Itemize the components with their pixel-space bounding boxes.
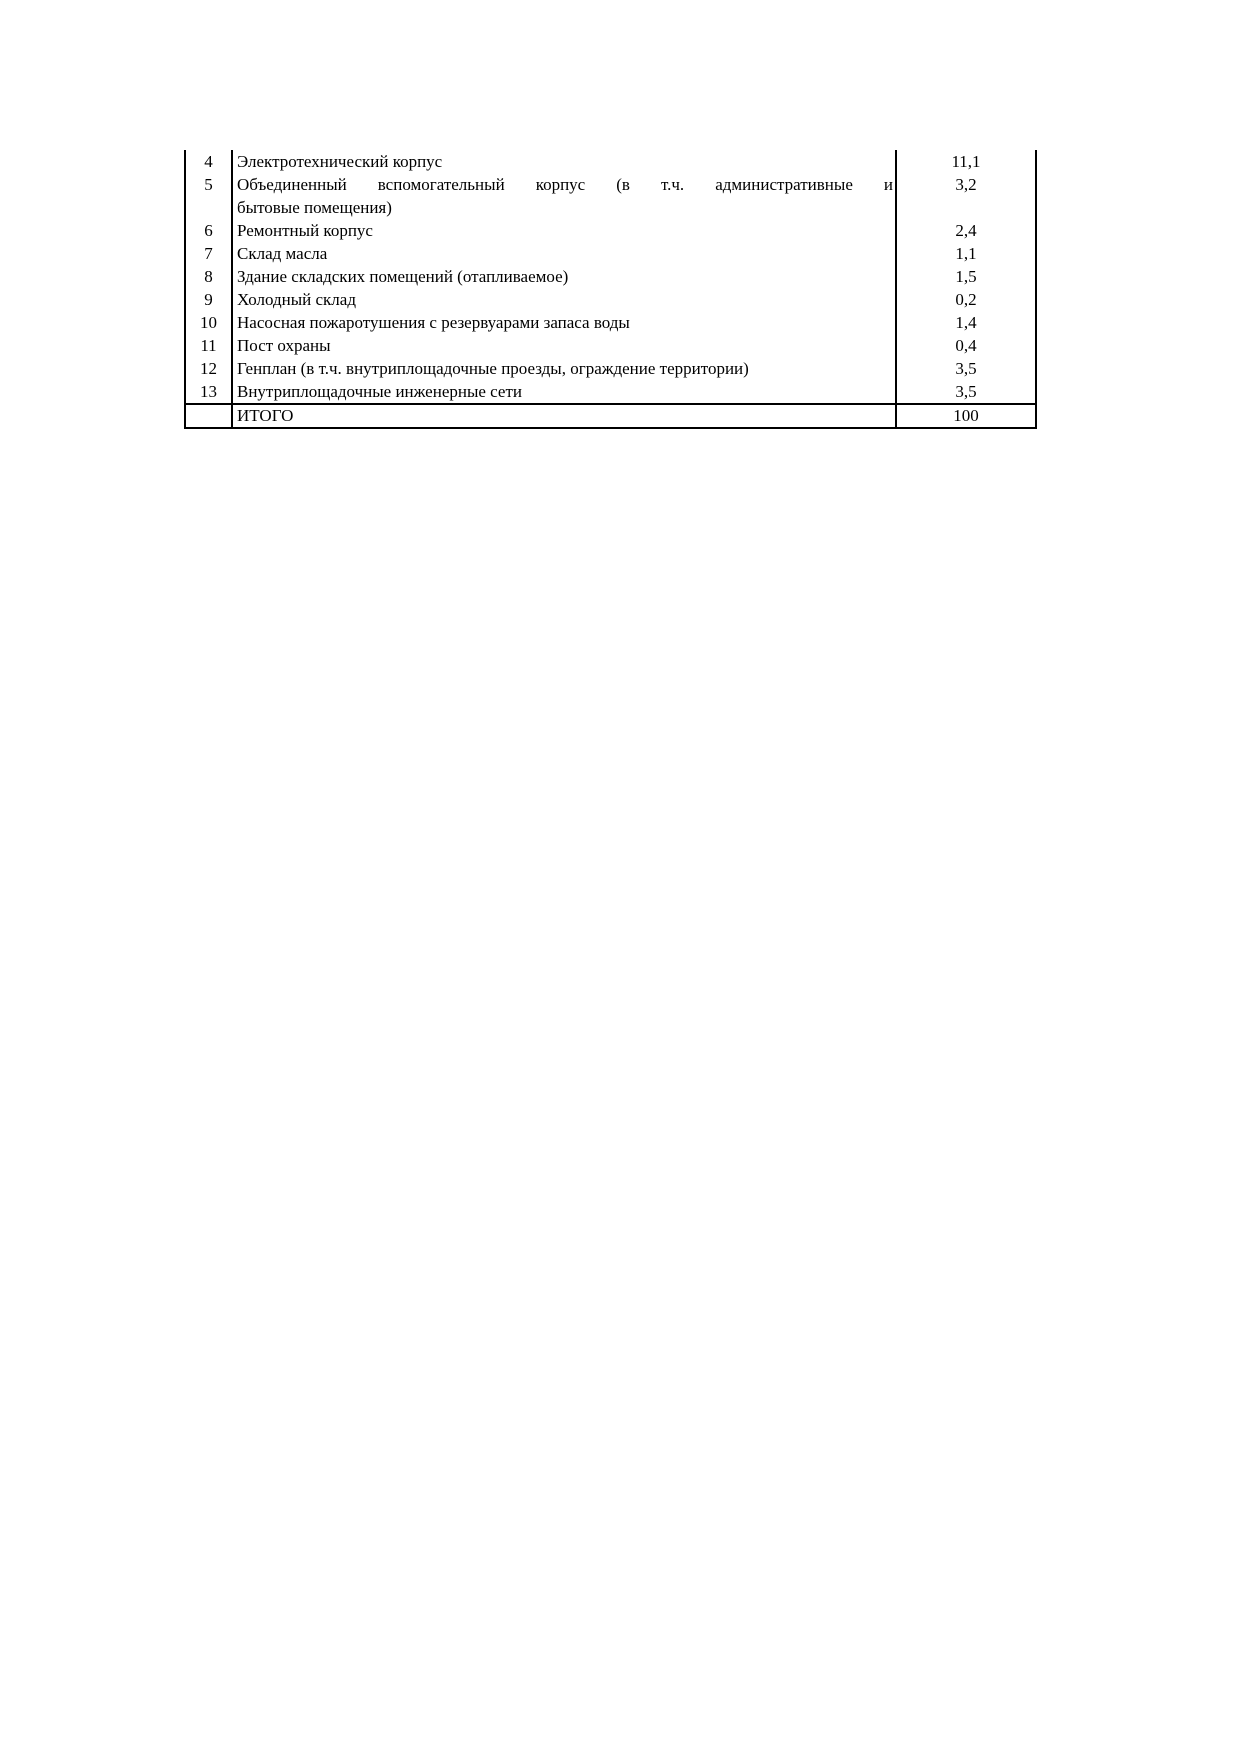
row-value-cell: 11,1 xyxy=(951,152,981,171)
row-number-cell: 10 xyxy=(200,313,217,332)
row-name-cell: Здание складских помещений (отапливаемое) xyxy=(231,265,897,288)
row-value-cell: 0,2 xyxy=(955,290,977,309)
row-value-cell: 3,5 xyxy=(955,359,977,378)
row-value-cell: 1,5 xyxy=(955,267,977,286)
row-number-cell: 12 xyxy=(200,359,217,378)
table-row xyxy=(186,311,1035,334)
row-name-cell: Внутриплощадочные инженерные сети xyxy=(231,380,897,403)
table-row xyxy=(186,334,1035,357)
row-name-line-2: бытовые помещения) xyxy=(237,198,392,217)
total-number-cell xyxy=(186,405,231,427)
row-number-cell: 4 xyxy=(204,152,213,171)
table-row xyxy=(186,219,1035,242)
table-row xyxy=(186,242,1035,265)
row-value-cell: 1,4 xyxy=(955,313,977,332)
row-value-cell: 2,4 xyxy=(955,221,977,240)
row-name-cell: Насосная пожаротушения с резервуарами запаса воды xyxy=(231,311,897,334)
total-label-cell: ИТОГО xyxy=(231,405,897,427)
row-name-cell: Склад масла xyxy=(231,242,897,265)
table-row xyxy=(186,173,1035,219)
row-value-cell: 3,2 xyxy=(955,175,977,194)
row-value-cell: 1,1 xyxy=(955,244,977,263)
table-total-row xyxy=(186,403,1035,427)
table-row xyxy=(186,288,1035,311)
row-number-cell: 6 xyxy=(204,221,213,240)
row-number-cell: 13 xyxy=(200,382,217,401)
row-name-cell: Генплан (в т.ч. внутриплощадочные проезды, ограждение территории) xyxy=(231,357,897,380)
cost-breakdown-table xyxy=(184,150,1037,429)
row-name-cell: Пост охраны xyxy=(231,334,897,357)
row-number-cell: 5 xyxy=(204,175,213,194)
row-name-cell xyxy=(231,173,897,219)
row-value-cell: 3,5 xyxy=(955,382,977,401)
table-row xyxy=(186,150,1035,173)
row-name-cell: Электротехнический корпус xyxy=(231,150,897,173)
table-row xyxy=(186,380,1035,403)
table-row xyxy=(186,265,1035,288)
table-row xyxy=(186,357,1035,380)
row-number-cell: 8 xyxy=(204,267,213,286)
row-number-cell: 7 xyxy=(204,244,213,263)
row-name-cell: Холодный склад xyxy=(231,288,897,311)
row-number-cell: 11 xyxy=(200,336,217,355)
row-name-cell: Ремонтный корпус xyxy=(231,219,897,242)
row-number-cell: 9 xyxy=(204,290,213,309)
row-value-cell: 0,4 xyxy=(955,336,977,355)
row-name-line-1: Объединенный вспомогательный корпус (в т.ч. административные и xyxy=(237,175,893,194)
total-value-cell: 100 xyxy=(953,406,979,425)
